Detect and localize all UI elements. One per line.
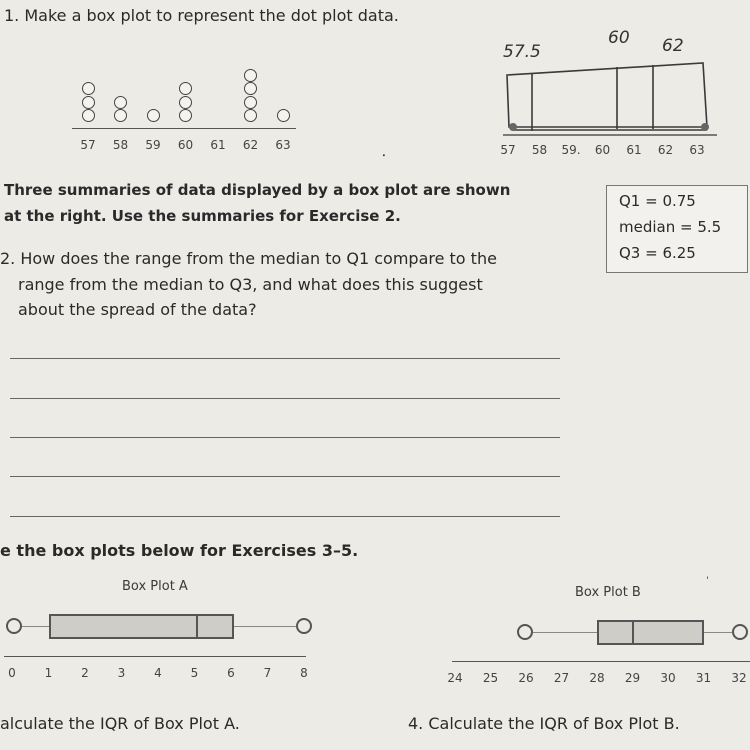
box-plot-b-median <box>632 620 634 645</box>
stray-mark: ⸱ <box>382 148 386 164</box>
box-plot-a-tick-label: 7 <box>263 666 272 680</box>
sketch-tick-label: 60 <box>594 143 611 157</box>
box-plot-a-box <box>49 614 234 639</box>
box-plot-b-tick-label: 27 <box>553 671 570 685</box>
sketch-tick-label: 63 <box>689 143 705 157</box>
dot-plot-point <box>179 82 192 95</box>
box-plot-b-axis <box>452 661 750 662</box>
box-plot-a-tick-label: 4 <box>154 666 162 680</box>
question-2-line-3: about the spread of the data? <box>18 300 257 319</box>
box-plot-a-tick-label: 2 <box>81 666 89 680</box>
dot-plot-tick-label: 59 <box>145 138 161 152</box>
dot-plot-point <box>179 96 192 109</box>
hand-label-q3: 62 <box>662 36 684 56</box>
answer-line[interactable] <box>10 437 560 438</box>
box-plot-b-tick-label: 30 <box>660 671 676 685</box>
box-plot-a-tick-label: 1 <box>44 666 53 680</box>
sketch-tick-label: 61 <box>626 143 642 157</box>
dot-plot-axis <box>72 128 296 129</box>
box-plot-b-right-whisker <box>704 632 732 633</box>
box-plot-b-tick-label: 32 <box>731 671 747 685</box>
dot-plot-point <box>277 109 290 122</box>
box-plot-a-tick-label: 5 <box>190 666 199 680</box>
question-2-line-2: range from the median to Q3, and what does this suggest <box>18 275 483 294</box>
box-plot-b-tick-label: 29 <box>624 671 641 685</box>
question-3-text: alculate the IQR of Box Plot A. <box>0 714 240 733</box>
box-plot-a-tick-label: 3 <box>117 666 126 680</box>
dot-plot-point <box>114 109 127 122</box>
box-plot-b-title: Box Plot B <box>575 585 641 600</box>
box-plot-a-tick-label: 8 <box>300 666 308 680</box>
intro-line-2: at the right. Use the summaries for Exercise 2. <box>4 207 401 225</box>
answer-line[interactable] <box>10 516 560 517</box>
summary-box <box>606 185 748 273</box>
summary-q3: Q3 = 6.25 <box>619 244 696 262</box>
box-plot-a-median <box>196 614 198 639</box>
box-plot-a-left-whisker <box>22 626 50 627</box>
dot-plot-tick-label: 62 <box>242 138 259 152</box>
summary-q1: Q1 = 0.75 <box>619 192 696 210</box>
hand-label-median: 60 <box>608 28 630 48</box>
section-heading: e the box plots below for Exercises 3–5. <box>0 541 359 560</box>
sketch-tick-label: 58 <box>531 143 548 157</box>
box-plot-a-tick-label: 6 <box>227 666 235 680</box>
dot-plot-tick-label: 60 <box>177 138 194 152</box>
box-plot-b-left-whisker <box>533 632 597 633</box>
hand-label-q1: 57.5 <box>503 42 541 62</box>
box-plot-b-tick-label: 24 <box>447 671 463 685</box>
dot-plot-point <box>244 69 257 82</box>
box-plot-b-tick-label: 31 <box>695 671 712 685</box>
dot-plot-tick-label: 63 <box>275 138 291 152</box>
box-plot-b-tick-label: 28 <box>589 671 605 685</box>
sketch-tick-label: 59. <box>561 143 581 157</box>
dot-plot-point <box>82 96 95 109</box>
sketch-drawing <box>495 55 725 140</box>
question-2-line-1: 2. How does the range from the median to Q1 compare to the <box>0 249 497 268</box>
dot-plot-point <box>147 109 160 122</box>
box-plot-b-tick-label: 26 <box>518 671 534 685</box>
box-plot-a-tick-label: 0 <box>8 666 16 680</box>
dot-plot-point <box>82 109 95 122</box>
box-plot-a-right-whisker <box>234 626 296 627</box>
dot-plot-point <box>244 96 257 109</box>
question-1-text: 1. Make a box plot to represent the dot plot data. <box>4 6 399 25</box>
intro-line-1: Three summaries of data displayed by a box plot are shown <box>4 181 511 199</box>
summary-median: median = 5.5 <box>619 218 722 236</box>
dot-plot-tick-label: 58 <box>112 138 129 152</box>
question-4-text: 4. Calculate the IQR of Box Plot B. <box>408 714 680 733</box>
answer-line[interactable] <box>10 398 560 399</box>
dot-plot-point <box>114 96 127 109</box>
dot-plot-point <box>244 82 257 95</box>
dot-plot-point <box>82 82 95 95</box>
stray-mark: ˈ <box>706 576 709 587</box>
answer-line[interactable] <box>10 358 560 359</box>
box-plot-b-box <box>597 620 704 645</box>
sketch-tick-label: 62 <box>657 143 674 157</box>
box-plot-b-tick-label: 25 <box>482 671 499 685</box>
box-plot-b-max-point <box>732 624 748 640</box>
box-plot-a-min-point <box>6 618 22 634</box>
box-plot-a-title: Box Plot A <box>122 579 188 594</box>
dot-plot-point <box>244 109 257 122</box>
box-plot-a-axis <box>4 656 306 657</box>
dot-plot-point <box>179 109 192 122</box>
dot-plot-tick-label: 57 <box>80 138 96 152</box>
dot-plot-tick-label: 61 <box>210 138 226 152</box>
sketch-tick-label: 57 <box>500 143 516 157</box>
box-plot-b-min-point <box>517 624 533 640</box>
box-plot-a-max-point <box>296 618 312 634</box>
answer-line[interactable] <box>10 476 560 477</box>
